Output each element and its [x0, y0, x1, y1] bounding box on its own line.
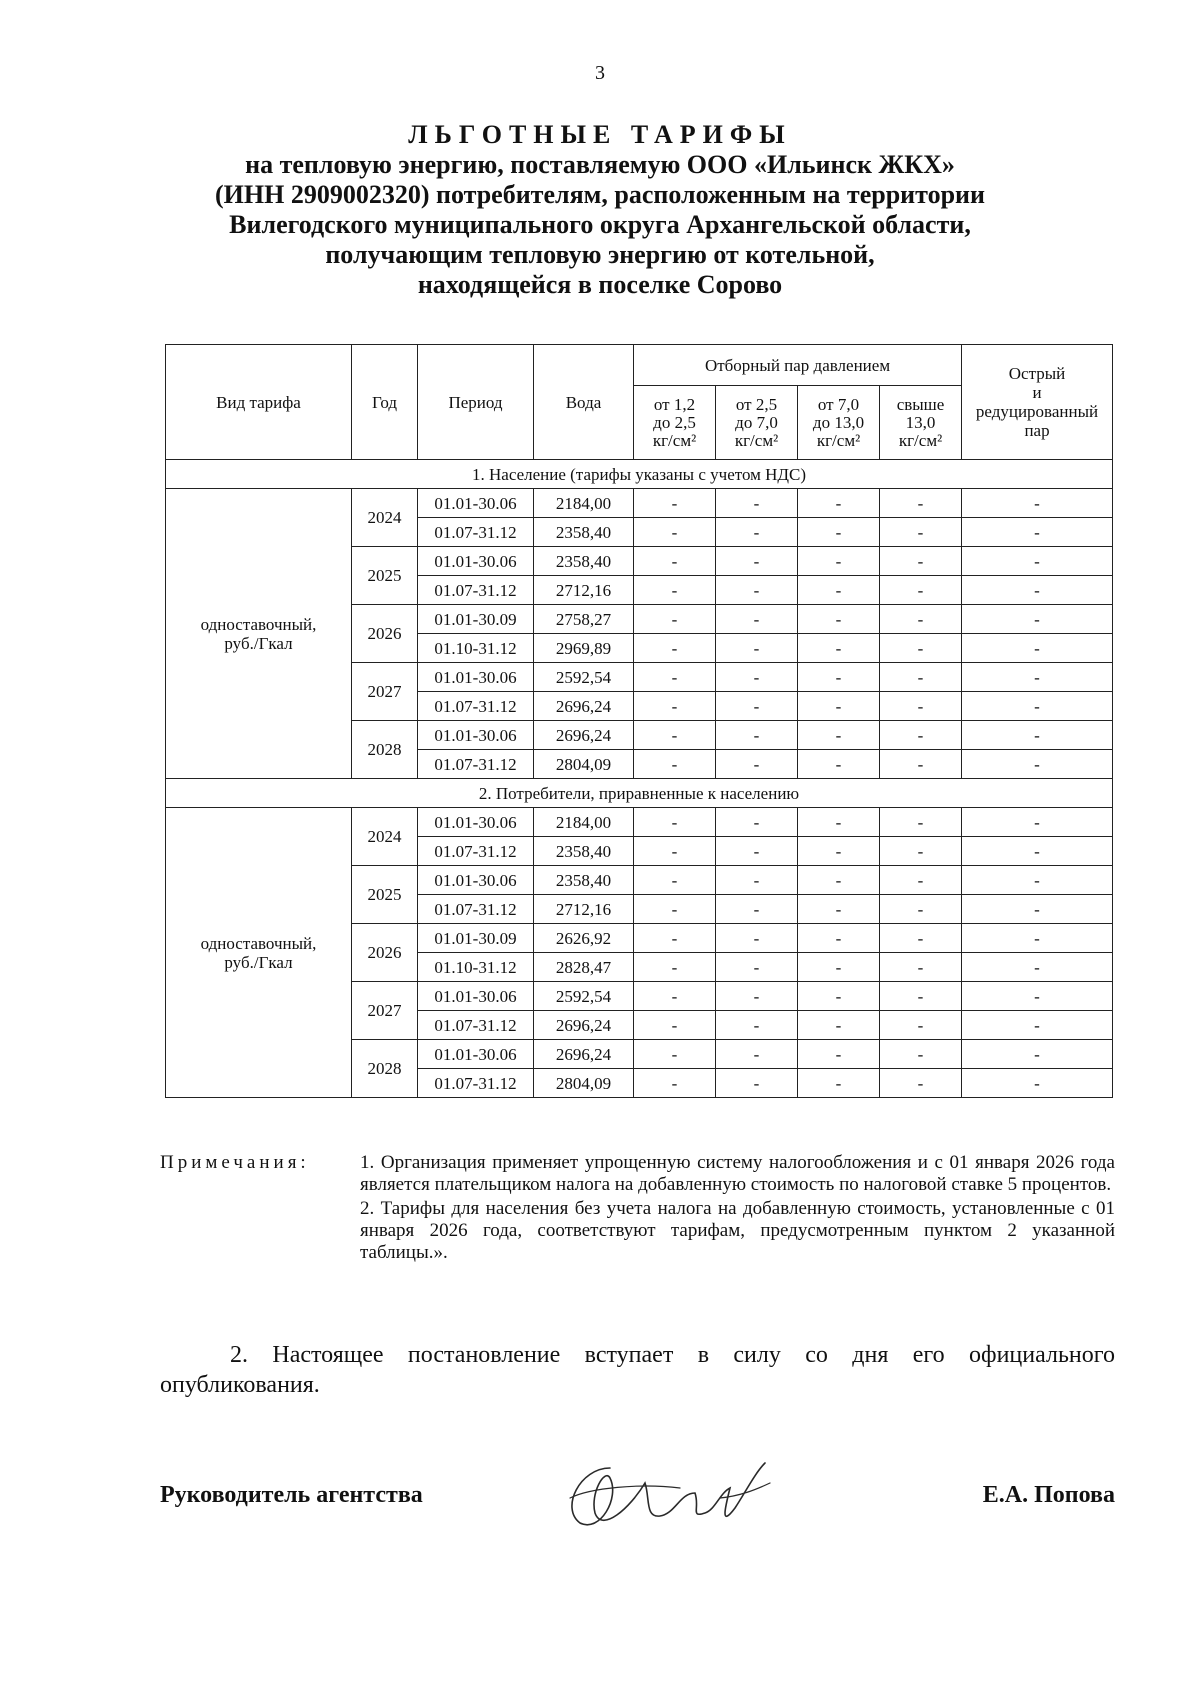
notes — [160, 1152, 1115, 1266]
dash-cell: - — [880, 576, 962, 605]
dash-cell: - — [716, 924, 798, 953]
dash-cell: - — [634, 808, 716, 837]
dash-cell: - — [634, 518, 716, 547]
period-cell: 01.10-31.12 — [418, 953, 534, 982]
water-cell: 2592,54 — [534, 982, 634, 1011]
period-cell: 01.01-30.09 — [418, 605, 534, 634]
header-line: 13,0 — [905, 412, 936, 432]
dash-cell: - — [634, 721, 716, 750]
header-line: кг/см² — [734, 430, 779, 450]
dash-cell: - — [962, 982, 1113, 1011]
dash-cell: - — [634, 837, 716, 866]
notes-items — [360, 1152, 1115, 1264]
water-cell: 2804,09 — [534, 1069, 634, 1098]
water-cell: 2358,40 — [534, 518, 634, 547]
dash-cell: - — [880, 982, 962, 1011]
title-line: находящейся в поселке Сорово — [417, 270, 783, 299]
note-item: 2. Тарифы для населения без учета налога на добавленную стоимость, установленные с 01 января 2026 года, соответствуют тарифам, предусмотренным пунктом 2 указанной таблицы.». — [360, 1198, 1115, 1263]
dash-cell: - — [798, 634, 880, 663]
dash-cell: - — [634, 953, 716, 982]
dash-cell: - — [798, 953, 880, 982]
signatory-name: Е.А. Попова — [982, 1482, 1115, 1508]
header-period: Период — [418, 345, 534, 460]
dash-cell: - — [962, 1011, 1113, 1040]
header-line: до 13,0 — [812, 412, 865, 432]
dash-cell: - — [634, 895, 716, 924]
dash-cell: - — [634, 1011, 716, 1040]
title-line: получающим тепловую энергию от котельной, — [325, 240, 875, 269]
dash-cell: - — [962, 489, 1113, 518]
year-cell: 2026 — [352, 605, 418, 663]
header-sharp-steam — [962, 345, 1113, 460]
dash-cell: - — [716, 895, 798, 924]
header-steam-group: Отборный пар давлением — [634, 345, 962, 386]
dash-cell: - — [880, 547, 962, 576]
period-cell: 01.07-31.12 — [418, 1069, 534, 1098]
water-cell: 2358,40 — [534, 837, 634, 866]
dash-cell: - — [798, 1069, 880, 1098]
dash-cell: - — [634, 924, 716, 953]
dash-cell: - — [716, 634, 798, 663]
title-main: ЛЬГОТНЫЕ ТАРИФЫ — [408, 120, 792, 149]
year-cell: 2027 — [352, 663, 418, 721]
table-body — [166, 460, 1113, 1098]
water-cell: 2696,24 — [534, 1011, 634, 1040]
effective-clause: 2. Настоящее постановление вступает в силу со дня его официального опубликования. — [160, 1342, 1115, 1398]
document-title — [0, 120, 1200, 300]
period-cell: 01.07-31.12 — [418, 518, 534, 547]
dash-cell: - — [634, 576, 716, 605]
dash-cell: - — [798, 1040, 880, 1069]
dash-cell: - — [880, 924, 962, 953]
dash-cell: - — [962, 895, 1113, 924]
section-title: 1. Население (тарифы указаны с учетом НДС) — [166, 460, 1113, 489]
dash-cell: - — [962, 1069, 1113, 1098]
header-steam-col-1 — [634, 386, 716, 460]
period-cell: 01.07-31.12 — [418, 1011, 534, 1040]
dash-cell: - — [962, 721, 1113, 750]
dash-cell: - — [798, 605, 880, 634]
title-line: Вилегодского муниципального округа Архангельской области, — [229, 210, 971, 239]
water-cell: 2358,40 — [534, 866, 634, 895]
header-sharp-line: пар — [1024, 421, 1050, 440]
water-cell: 2184,00 — [534, 489, 634, 518]
water-cell: 2696,24 — [534, 692, 634, 721]
dash-cell: - — [880, 634, 962, 663]
header-sharp-line: редуцированный — [975, 402, 1099, 421]
dash-cell: - — [880, 518, 962, 547]
dash-cell: - — [880, 866, 962, 895]
header-line: от 7,0 — [817, 394, 860, 414]
dash-cell: - — [798, 895, 880, 924]
table-row — [166, 489, 1113, 518]
water-cell: 2712,16 — [534, 576, 634, 605]
dash-cell: - — [716, 953, 798, 982]
dash-cell: - — [716, 576, 798, 605]
dash-cell: - — [634, 1069, 716, 1098]
dash-cell: - — [880, 605, 962, 634]
water-cell: 2828,47 — [534, 953, 634, 982]
dash-cell: - — [962, 1040, 1113, 1069]
dash-cell: - — [634, 982, 716, 1011]
tariff-type-cell — [166, 808, 352, 1098]
title-line: (ИНН 2909002320) потребителям, расположенным на территории — [214, 180, 985, 209]
dash-cell: - — [716, 750, 798, 779]
dash-cell: - — [634, 634, 716, 663]
dash-cell: - — [716, 1011, 798, 1040]
note-item: 1. Организация применяет упрощенную систему налогообложения и с 01 января 2026 года является плательщиком налога на добавленную стоимость по налоговой ставке 5 процентов. — [360, 1152, 1115, 1195]
period-cell: 01.10-31.12 — [418, 634, 534, 663]
year-cell: 2028 — [352, 1040, 418, 1098]
dash-cell: - — [798, 1011, 880, 1040]
dash-cell: - — [880, 808, 962, 837]
page-number: 3 — [595, 62, 605, 84]
period-cell: 01.01-30.09 — [418, 924, 534, 953]
year-cell: 2025 — [352, 866, 418, 924]
period-cell: 01.01-30.06 — [418, 721, 534, 750]
dash-cell: - — [880, 1040, 962, 1069]
period-cell: 01.01-30.06 — [418, 982, 534, 1011]
dash-cell: - — [634, 866, 716, 895]
tariff-label: одноставочный, — [200, 614, 317, 634]
dash-cell: - — [798, 982, 880, 1011]
dash-cell: - — [716, 982, 798, 1011]
period-cell: 01.07-31.12 — [418, 576, 534, 605]
water-cell: 2358,40 — [534, 547, 634, 576]
dash-cell: - — [716, 692, 798, 721]
dash-cell: - — [716, 518, 798, 547]
dash-cell: - — [798, 750, 880, 779]
water-cell: 2696,24 — [534, 721, 634, 750]
header-steam-col-2 — [716, 386, 798, 460]
dash-cell: - — [634, 489, 716, 518]
period-cell: 01.07-31.12 — [418, 837, 534, 866]
dash-cell: - — [880, 489, 962, 518]
year-cell: 2024 — [352, 489, 418, 547]
notes-label: Примечания: — [160, 1152, 310, 1173]
year-cell: 2026 — [352, 924, 418, 982]
dash-cell: - — [962, 663, 1113, 692]
dash-cell: - — [962, 692, 1113, 721]
dash-cell: - — [962, 750, 1113, 779]
dash-cell: - — [798, 837, 880, 866]
dash-cell: - — [962, 547, 1113, 576]
dash-cell: - — [716, 808, 798, 837]
dash-cell: - — [716, 1040, 798, 1069]
dash-cell: - — [716, 489, 798, 518]
year-cell: 2027 — [352, 982, 418, 1040]
water-cell: 2626,92 — [534, 924, 634, 953]
dash-cell: - — [634, 547, 716, 576]
header-line: до 2,5 — [653, 412, 696, 432]
dash-cell: - — [880, 837, 962, 866]
dash-cell: - — [962, 953, 1113, 982]
year-cell: 2028 — [352, 721, 418, 779]
header-line: от 1,2 — [653, 394, 696, 414]
water-cell: 2696,24 — [534, 1040, 634, 1069]
year-cell: 2025 — [352, 547, 418, 605]
dash-cell: - — [962, 518, 1113, 547]
dash-cell: - — [798, 547, 880, 576]
water-cell: 2592,54 — [534, 663, 634, 692]
dash-cell: - — [798, 866, 880, 895]
dash-cell: - — [880, 895, 962, 924]
dash-cell: - — [716, 721, 798, 750]
title-line: на тепловую энергию, поставляемую ООО «Ильинск ЖКХ» — [245, 150, 955, 179]
period-cell: 01.07-31.12 — [418, 750, 534, 779]
water-cell: 2758,27 — [534, 605, 634, 634]
dash-cell: - — [634, 692, 716, 721]
header-steam-col-4 — [880, 386, 962, 460]
water-cell: 2184,00 — [534, 808, 634, 837]
dash-cell: - — [798, 518, 880, 547]
dash-cell: - — [716, 663, 798, 692]
period-cell: 01.07-31.12 — [418, 895, 534, 924]
dash-cell: - — [962, 924, 1113, 953]
water-cell: 2804,09 — [534, 750, 634, 779]
header-line: кг/см² — [652, 430, 697, 450]
header-line: кг/см² — [816, 430, 861, 450]
period-cell: 01.01-30.06 — [418, 547, 534, 576]
dash-cell: - — [798, 692, 880, 721]
dash-cell: - — [880, 663, 962, 692]
header-sharp-line: Острый — [1008, 364, 1066, 383]
period-cell: 01.01-30.06 — [418, 1040, 534, 1069]
water-cell: 2712,16 — [534, 895, 634, 924]
dash-cell: - — [880, 1011, 962, 1040]
tariff-unit: руб./Гкал — [224, 633, 293, 653]
dash-cell: - — [798, 924, 880, 953]
dash-cell: - — [962, 866, 1113, 895]
dash-cell: - — [798, 663, 880, 692]
dash-cell: - — [880, 1069, 962, 1098]
dash-cell: - — [798, 721, 880, 750]
tariff-type-cell — [166, 489, 352, 779]
dash-cell: - — [634, 663, 716, 692]
signature-block — [160, 1460, 1115, 1540]
dash-cell: - — [716, 1069, 798, 1098]
tariff-label: одноставочный, — [200, 933, 317, 953]
dash-cell: - — [716, 837, 798, 866]
header-line: до 7,0 — [735, 412, 778, 432]
tariffs-table — [165, 344, 1113, 1098]
signatory-position: Руководитель агентства — [160, 1482, 423, 1508]
header-sharp-line: и — [1032, 383, 1042, 402]
dash-cell: - — [880, 692, 962, 721]
water-cell: 2969,89 — [534, 634, 634, 663]
dash-cell: - — [634, 1040, 716, 1069]
tariff-unit: руб./Гкал — [224, 952, 293, 972]
header-year: Год — [352, 345, 418, 460]
period-cell: 01.07-31.12 — [418, 692, 534, 721]
header-line: от 2,5 — [735, 394, 778, 414]
header-line: кг/см² — [898, 430, 943, 450]
dash-cell: - — [962, 605, 1113, 634]
period-cell: 01.01-30.06 — [418, 489, 534, 518]
period-cell: 01.01-30.06 — [418, 663, 534, 692]
dash-cell: - — [962, 808, 1113, 837]
dash-cell: - — [798, 576, 880, 605]
dash-cell: - — [880, 750, 962, 779]
dash-cell: - — [798, 808, 880, 837]
dash-cell: - — [798, 489, 880, 518]
header-water: Вода — [534, 345, 634, 460]
header-steam-col-3 — [798, 386, 880, 460]
table-row — [166, 808, 1113, 837]
header-line: свыше — [896, 394, 945, 414]
dash-cell: - — [880, 953, 962, 982]
dash-cell: - — [962, 576, 1113, 605]
handwritten-signature — [550, 1438, 780, 1548]
dash-cell: - — [962, 837, 1113, 866]
header-tariff-type: Вид тарифа — [166, 345, 352, 460]
dash-cell: - — [716, 866, 798, 895]
dash-cell: - — [962, 634, 1113, 663]
dash-cell: - — [634, 750, 716, 779]
dash-cell: - — [716, 547, 798, 576]
section-title: 2. Потребители, приравненные к населению — [166, 779, 1113, 808]
dash-cell: - — [880, 721, 962, 750]
year-cell: 2024 — [352, 808, 418, 866]
period-cell: 01.01-30.06 — [418, 866, 534, 895]
period-cell: 01.01-30.06 — [418, 808, 534, 837]
dash-cell: - — [716, 605, 798, 634]
dash-cell: - — [634, 605, 716, 634]
